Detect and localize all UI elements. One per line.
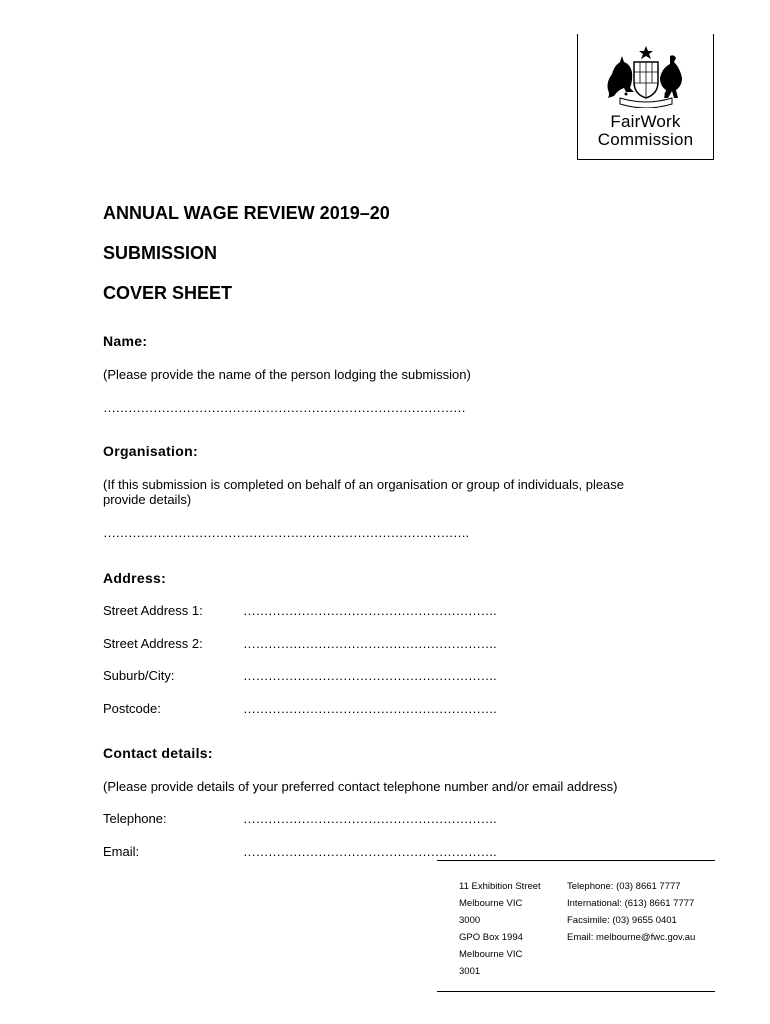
footer-address-line: Melbourne VIC	[459, 898, 523, 909]
postcode-label: Postcode:	[103, 701, 161, 716]
footer-contacts	[567, 878, 727, 946]
organisation-field[interactable]: …………………………………………………………………………….	[103, 525, 469, 540]
street-address-2-field[interactable]: …………………………………………………….	[243, 636, 497, 651]
fair-work-commission-logo	[577, 34, 714, 160]
org-name-line1: FairWork	[610, 112, 681, 131]
document-subtitle: SUBMISSION	[103, 243, 218, 263]
contact-instruction: (Please provide details of your preferred contact telephone number and/or email address)	[103, 779, 618, 794]
footer-address-line: GPO Box 1994	[459, 932, 523, 943]
footer-address-line: 3001	[459, 966, 481, 977]
street-address-1-label: Street Address 1:	[103, 603, 203, 618]
name-label: Name:	[103, 333, 148, 349]
footer-email[interactable]: Email: melbourne@fwc.gov.au	[567, 932, 696, 943]
org-name-line2: Commission	[597, 130, 694, 149]
footer-international: International: (613) 8661 7777	[567, 898, 695, 909]
footer-address-line: 11 Exhibition Street	[459, 881, 541, 892]
name-instruction: (Please provide the name of the person lodging the submission)	[103, 367, 471, 382]
postcode-field[interactable]: …………………………………………………….	[243, 701, 497, 716]
footer-address-line: Melbourne VIC	[459, 949, 523, 960]
name-field[interactable]: ……………………………………………………………………………	[103, 400, 466, 415]
organisation-instruction-line1: (If this submission is completed on behalf of an organisation or group of individuals, please	[103, 477, 625, 492]
organisation-label: Organisation:	[103, 443, 198, 459]
footer-address-line: 3000	[459, 915, 481, 926]
footer-bottom-divider	[437, 991, 715, 992]
suburb-city-label: Suburb/City:	[103, 668, 175, 683]
telephone-label: Telephone:	[103, 811, 167, 826]
organisation-instruction-line2: provide details)	[103, 492, 192, 507]
footer-facsimile: Facsimile: (03) 9655 0401	[567, 915, 677, 926]
telephone-field[interactable]: …………………………………………………….	[243, 811, 497, 826]
document-subtitle-2: COVER SHEET	[103, 283, 233, 303]
street-address-1-field[interactable]: …………………………………………………….	[243, 603, 497, 618]
address-label: Address:	[103, 570, 167, 586]
footer-top-divider	[437, 860, 715, 861]
document-title: ANNUAL WAGE REVIEW 2019–20	[103, 203, 390, 223]
footer-address	[459, 878, 567, 980]
contact-details-label: Contact details:	[103, 745, 213, 761]
street-address-2-label: Street Address 2:	[103, 636, 203, 651]
australian-coat-of-arms-icon	[600, 42, 692, 108]
suburb-city-field[interactable]: …………………………………………………….	[243, 668, 497, 683]
email-label: Email:	[103, 844, 140, 859]
footer-telephone: Telephone: (03) 8661 7777	[567, 881, 681, 892]
email-field[interactable]: …………………………………………………….	[243, 844, 497, 859]
